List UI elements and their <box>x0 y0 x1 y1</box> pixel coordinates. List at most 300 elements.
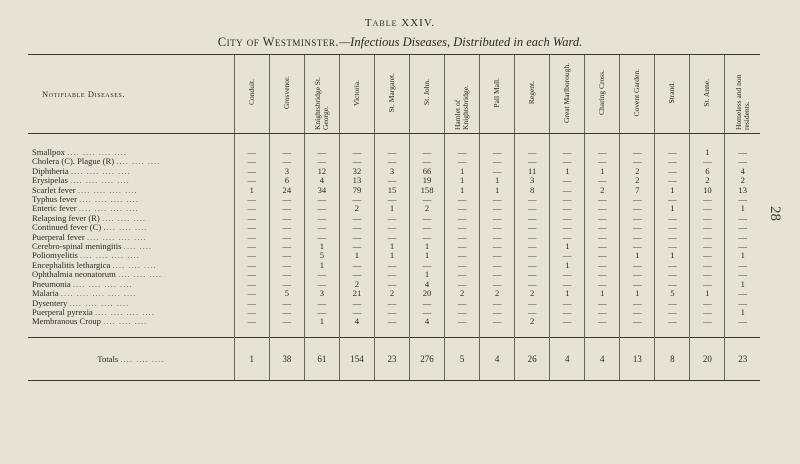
count-cell: — <box>550 280 585 289</box>
count-cell: — <box>480 270 515 279</box>
count-cell: — <box>374 233 409 242</box>
count-cell: — <box>655 280 690 289</box>
totals-label-cell <box>28 337 234 380</box>
count-cell: — <box>445 317 480 337</box>
count-cell: — <box>445 214 480 223</box>
count-cell: 19 <box>410 176 445 185</box>
ward-column-header <box>269 55 304 134</box>
count-cell: — <box>515 299 550 308</box>
count-cell: — <box>655 176 690 185</box>
count-cell: — <box>339 261 374 270</box>
count-cell: — <box>515 280 550 289</box>
count-cell: 79 <box>339 186 374 195</box>
count-cell: 1 <box>445 186 480 195</box>
count-cell: 8 <box>515 186 550 195</box>
disease-column-header: Notifiable Diseases. <box>28 55 234 134</box>
count-cell: — <box>304 233 339 242</box>
count-cell: — <box>480 280 515 289</box>
count-cell: — <box>374 261 409 270</box>
count-cell: — <box>620 261 655 270</box>
ward-header-label: St. Anne. <box>702 78 712 107</box>
count-cell: — <box>585 204 620 213</box>
count-cell: — <box>480 317 515 337</box>
count-cell: — <box>725 242 760 251</box>
count-cell: — <box>550 157 585 166</box>
count-cell: 34 <box>304 186 339 195</box>
total-cell: 4 <box>585 337 620 380</box>
count-cell: — <box>445 280 480 289</box>
count-cell: — <box>374 176 409 185</box>
count-cell: — <box>620 270 655 279</box>
disease-name-cell <box>28 280 234 289</box>
count-cell: — <box>339 157 374 166</box>
totals-row <box>28 337 760 380</box>
count-cell: 1 <box>374 251 409 260</box>
count-cell: — <box>445 233 480 242</box>
disease-name: Continued fever (C) <box>32 223 102 233</box>
count-cell: — <box>339 214 374 223</box>
count-cell: — <box>690 299 725 308</box>
count-cell: — <box>690 308 725 317</box>
count-cell: 6 <box>269 176 304 185</box>
disease-name: Pneumonia <box>32 279 71 289</box>
count-cell: — <box>725 270 760 279</box>
count-cell: — <box>655 308 690 317</box>
disease-name-cell <box>28 317 234 337</box>
count-cell: 7 <box>620 186 655 195</box>
count-cell: 1 <box>620 289 655 298</box>
count-cell: — <box>620 299 655 308</box>
disease-name: Smallpox <box>32 147 65 157</box>
count-cell: — <box>620 242 655 251</box>
count-cell: 24 <box>269 186 304 195</box>
count-cell: — <box>339 299 374 308</box>
count-cell: — <box>655 270 690 279</box>
leader-dots: .... .... .... <box>103 317 148 327</box>
count-cell: — <box>339 233 374 242</box>
disease-name-cell <box>28 186 234 195</box>
totals-label: Totals <box>97 353 119 364</box>
count-cell: — <box>304 214 339 223</box>
count-cell: — <box>550 299 585 308</box>
count-cell: — <box>515 204 550 213</box>
disease-name: Puerperal pyrexia <box>32 307 93 317</box>
count-cell: — <box>725 289 760 298</box>
count-cell: 2 <box>690 176 725 185</box>
leader-dots: .... .... .... <box>117 270 163 280</box>
total-cell: 38 <box>269 337 304 380</box>
leader-dots: .... .... .... <box>101 213 147 223</box>
count-cell: — <box>690 223 725 232</box>
total-cell: 26 <box>515 337 550 380</box>
count-cell: 15 <box>374 186 409 195</box>
count-cell: — <box>515 223 550 232</box>
count-cell: 5 <box>304 251 339 260</box>
count-cell: — <box>304 308 339 317</box>
count-cell: 13 <box>725 186 760 195</box>
count-cell: — <box>550 308 585 317</box>
count-cell: — <box>585 195 620 204</box>
count-cell: — <box>480 204 515 213</box>
leader-dots: .... .... .... <box>103 223 148 233</box>
count-cell: — <box>725 299 760 308</box>
count-cell: — <box>550 195 585 204</box>
count-cell: — <box>234 317 269 337</box>
leader-dots: .... .... <box>123 242 153 252</box>
total-cell: 61 <box>304 337 339 380</box>
leader-dots: .... .... .... <box>120 353 165 364</box>
total-cell: 23 <box>374 337 409 380</box>
count-cell: 1 <box>374 242 409 251</box>
ward-header-label: Grosvenor. <box>281 75 291 110</box>
ward-header-label: Great Marlborough. <box>562 62 572 123</box>
count-cell: 1 <box>690 289 725 298</box>
count-cell: 1 <box>304 317 339 337</box>
table-row <box>28 134 760 158</box>
count-cell: — <box>445 195 480 204</box>
count-cell: — <box>339 223 374 232</box>
count-cell: — <box>304 299 339 308</box>
count-cell: — <box>269 308 304 317</box>
count-cell: — <box>550 204 585 213</box>
disease-name-cell <box>28 308 234 317</box>
count-cell: — <box>234 157 269 166</box>
count-cell: 1 <box>550 289 585 298</box>
total-cell: 8 <box>655 337 690 380</box>
count-cell: 1 <box>550 261 585 270</box>
count-cell: 1 <box>480 176 515 185</box>
count-cell: — <box>550 176 585 185</box>
count-cell: — <box>374 157 409 166</box>
ward-header-label: Covent Garden. <box>632 68 642 117</box>
total-cell: 13 <box>620 337 655 380</box>
count-cell: — <box>585 223 620 232</box>
title-prefix: City of Westminster. <box>217 35 340 49</box>
count-cell: — <box>515 233 550 242</box>
count-cell: — <box>234 214 269 223</box>
count-cell: 3 <box>515 176 550 185</box>
count-cell: 1 <box>690 134 725 158</box>
count-cell: — <box>515 242 550 251</box>
count-cell: — <box>550 134 585 158</box>
count-cell: — <box>445 204 480 213</box>
count-cell: — <box>304 270 339 279</box>
count-cell: — <box>410 195 445 204</box>
count-cell: — <box>234 134 269 158</box>
count-cell: — <box>304 223 339 232</box>
count-cell: — <box>445 134 480 158</box>
count-cell: — <box>445 251 480 260</box>
count-cell: 4 <box>410 317 445 337</box>
leader-dots: .... .... .... .... .... <box>60 289 137 299</box>
count-cell: 2 <box>725 176 760 185</box>
count-cell: — <box>269 317 304 337</box>
count-cell: — <box>234 299 269 308</box>
count-cell: — <box>480 261 515 270</box>
count-cell: — <box>374 299 409 308</box>
count-cell: 2 <box>620 167 655 176</box>
ward-column-header <box>339 55 374 134</box>
leader-dots: .... .... .... .... <box>69 298 130 308</box>
disease-name: Poliomyelitis <box>32 251 78 261</box>
count-cell: — <box>374 270 409 279</box>
count-cell: — <box>620 134 655 158</box>
count-cell: — <box>269 223 304 232</box>
count-cell: 1 <box>339 251 374 260</box>
count-cell: — <box>725 233 760 242</box>
ward-header-label: Knightsbridge St. George. <box>312 76 330 130</box>
count-cell: — <box>515 261 550 270</box>
count-cell: — <box>620 195 655 204</box>
disease-name-cell <box>28 195 234 204</box>
count-cell: — <box>725 195 760 204</box>
count-cell: — <box>690 242 725 251</box>
header-row <box>28 55 760 134</box>
count-cell: 1 <box>725 308 760 317</box>
total-cell: 154 <box>339 337 374 380</box>
count-cell: 1 <box>655 186 690 195</box>
ward-header-label: St. John. <box>422 79 432 106</box>
count-cell: 21 <box>339 289 374 298</box>
count-cell: — <box>550 270 585 279</box>
count-cell: 1 <box>445 176 480 185</box>
count-cell: — <box>410 233 445 242</box>
table-body <box>28 134 760 381</box>
count-cell: — <box>410 308 445 317</box>
ward-header-label: Victoria. <box>351 79 361 106</box>
count-cell: — <box>655 242 690 251</box>
count-cell: — <box>374 317 409 337</box>
leader-dots: .... .... .... <box>112 260 157 270</box>
count-cell: 2 <box>445 289 480 298</box>
count-cell: — <box>480 195 515 204</box>
count-cell: — <box>620 214 655 223</box>
title-italic: —Infectious Diseases, Distributed in each Ward. <box>339 35 583 49</box>
disease-name-cell <box>28 157 234 166</box>
disease-name: Membranous Croup <box>32 317 101 327</box>
count-cell: — <box>690 195 725 204</box>
count-cell: — <box>269 299 304 308</box>
count-cell: 5 <box>655 289 690 298</box>
count-cell: — <box>725 261 760 270</box>
count-cell: — <box>585 233 620 242</box>
count-cell: — <box>339 134 374 158</box>
count-cell: — <box>480 242 515 251</box>
ward-column-header <box>655 55 690 134</box>
disease-name: Enteric fever <box>32 204 77 214</box>
leader-dots: .... .... .... .... <box>67 147 127 157</box>
count-cell: 10 <box>690 186 725 195</box>
disease-name: Ophthalmia neonatorum <box>32 270 116 280</box>
count-cell: — <box>234 289 269 298</box>
count-cell: — <box>550 223 585 232</box>
count-cell: — <box>620 223 655 232</box>
count-cell: — <box>690 280 725 289</box>
count-cell: — <box>655 167 690 176</box>
disease-name-cell <box>28 233 234 242</box>
count-cell: 1 <box>480 186 515 195</box>
ward-column-header <box>620 55 655 134</box>
ward-header-label: Charing Cross. <box>597 70 607 115</box>
count-cell: — <box>515 270 550 279</box>
count-cell: — <box>655 157 690 166</box>
count-cell: 32 <box>339 167 374 176</box>
count-cell: 4 <box>725 167 760 176</box>
count-cell: — <box>480 134 515 158</box>
count-cell: 1 <box>550 167 585 176</box>
disease-name: Diphtheria <box>32 166 69 176</box>
count-cell: 2 <box>585 186 620 195</box>
count-cell: — <box>620 233 655 242</box>
count-cell: — <box>550 214 585 223</box>
total-cell: 1 <box>234 337 269 380</box>
count-cell: — <box>585 157 620 166</box>
disease-name-cell <box>28 214 234 223</box>
count-cell: 1 <box>585 167 620 176</box>
disease-name-cell <box>28 299 234 308</box>
total-cell: 4 <box>480 337 515 380</box>
count-cell: — <box>655 299 690 308</box>
count-cell: 11 <box>515 167 550 176</box>
ward-header-label: Strand. <box>667 81 677 104</box>
count-cell: — <box>269 195 304 204</box>
count-cell: — <box>515 134 550 158</box>
count-cell: — <box>304 157 339 166</box>
count-cell: — <box>304 204 339 213</box>
count-cell: — <box>550 186 585 195</box>
count-cell: — <box>339 195 374 204</box>
count-cell: — <box>480 308 515 317</box>
count-cell: — <box>725 223 760 232</box>
count-cell: — <box>374 308 409 317</box>
ward-column-header <box>515 55 550 134</box>
ward-column-header <box>234 55 269 134</box>
ward-column-header <box>410 55 445 134</box>
count-cell: — <box>515 308 550 317</box>
count-cell: — <box>269 214 304 223</box>
count-cell: — <box>410 299 445 308</box>
ward-header-label: St. Margaret. <box>386 72 396 113</box>
count-cell: — <box>585 299 620 308</box>
count-cell: — <box>690 157 725 166</box>
count-cell: — <box>585 280 620 289</box>
count-cell: 1 <box>725 280 760 289</box>
ward-column-header <box>480 55 515 134</box>
count-cell: — <box>410 223 445 232</box>
count-cell: — <box>725 317 760 337</box>
leader-dots: .... .... .... .... <box>69 176 130 186</box>
count-cell: 1 <box>304 261 339 270</box>
disease-name: Cholera (C). Plague (R) <box>32 157 115 167</box>
count-cell: — <box>550 233 585 242</box>
count-cell: — <box>269 251 304 260</box>
count-cell: — <box>585 134 620 158</box>
count-cell: — <box>690 214 725 223</box>
count-cell: — <box>269 157 304 166</box>
count-cell: 2 <box>515 317 550 337</box>
count-cell: — <box>339 308 374 317</box>
count-cell: — <box>445 308 480 317</box>
count-cell: — <box>269 280 304 289</box>
disease-name: Dysentery <box>32 298 68 308</box>
count-cell: — <box>620 280 655 289</box>
count-cell: 1 <box>410 242 445 251</box>
disease-name-cell <box>28 223 234 232</box>
disease-name: Encephalitis lethargica <box>32 260 111 270</box>
ward-column-header <box>445 55 480 134</box>
ward-header-label: Regent. <box>527 80 537 105</box>
disease-name: Relapsing fever (R) <box>32 213 100 223</box>
count-cell: — <box>234 308 269 317</box>
count-cell: — <box>269 134 304 158</box>
count-cell: — <box>445 242 480 251</box>
count-cell: — <box>234 251 269 260</box>
ward-column-header <box>550 55 585 134</box>
leader-dots: .... .... .... .... <box>80 251 140 261</box>
count-cell: — <box>445 157 480 166</box>
disease-name-cell <box>28 251 234 260</box>
count-cell: — <box>410 134 445 158</box>
count-cell: 12 <box>304 167 339 176</box>
count-cell: — <box>269 261 304 270</box>
count-cell: — <box>585 176 620 185</box>
disease-name-cell <box>28 204 234 213</box>
ward-disease-table <box>28 54 760 381</box>
count-cell: — <box>445 299 480 308</box>
count-cell: — <box>585 317 620 337</box>
table-row <box>28 157 760 166</box>
count-cell: — <box>620 204 655 213</box>
disease-name: Scarlet fever <box>32 185 76 195</box>
count-cell: — <box>234 233 269 242</box>
leader-dots: .... .... .... .... <box>86 232 147 242</box>
count-cell: — <box>585 270 620 279</box>
count-cell: — <box>480 223 515 232</box>
count-cell: 3 <box>374 167 409 176</box>
count-cell: 13 <box>339 176 374 185</box>
count-cell: — <box>725 214 760 223</box>
count-cell: — <box>690 251 725 260</box>
count-cell: — <box>234 261 269 270</box>
count-cell: — <box>515 195 550 204</box>
count-cell: — <box>550 317 585 337</box>
ward-column-header <box>304 55 339 134</box>
count-cell: — <box>374 195 409 204</box>
count-cell: — <box>480 157 515 166</box>
disease-name: Typhus fever <box>32 195 77 205</box>
leader-dots: .... .... .... .... <box>77 185 138 195</box>
count-cell: — <box>445 223 480 232</box>
count-cell: — <box>655 214 690 223</box>
total-cell: 20 <box>690 337 725 380</box>
leader-dots: .... .... .... .... <box>72 279 133 289</box>
count-cell: — <box>304 280 339 289</box>
count-cell: 158 <box>410 186 445 195</box>
count-cell: — <box>269 270 304 279</box>
ward-column-header <box>585 55 620 134</box>
count-cell: 1 <box>655 204 690 213</box>
table-row <box>28 195 760 204</box>
count-cell: — <box>234 204 269 213</box>
disease-name: Malaria <box>32 289 59 299</box>
leader-dots: .... .... .... .... <box>70 166 131 176</box>
count-cell: 1 <box>374 204 409 213</box>
count-cell: 5 <box>269 289 304 298</box>
table-row <box>28 233 760 242</box>
count-cell: — <box>585 214 620 223</box>
leader-dots: .... .... .... .... <box>79 195 139 205</box>
count-cell: — <box>234 176 269 185</box>
